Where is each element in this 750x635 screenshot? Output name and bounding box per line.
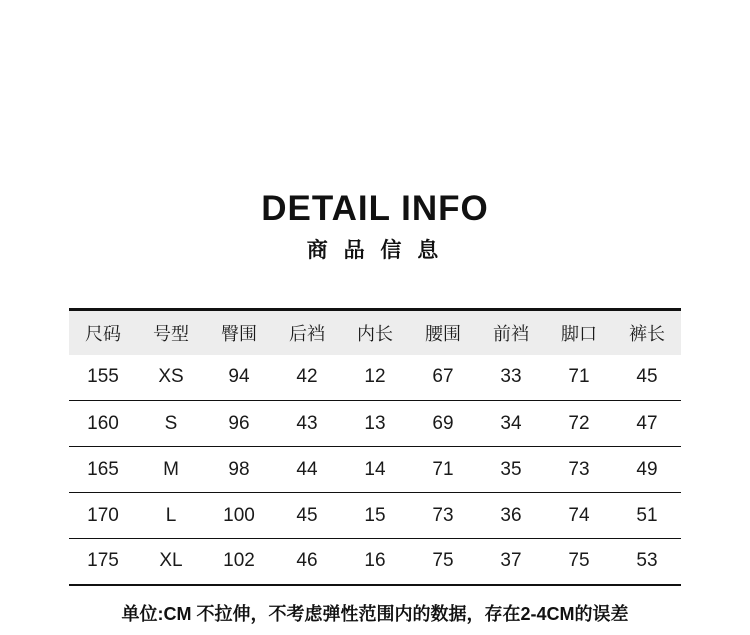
table-header-cell: 脚口 [561, 323, 597, 344]
table-cell: 160 [87, 412, 119, 434]
table-cell: 43 [296, 412, 318, 434]
table-cell: 42 [296, 366, 318, 388]
table-cell: 71 [568, 366, 590, 388]
table-row [69, 355, 681, 401]
table-header-cell: 裤长 [629, 323, 665, 344]
table-row [69, 447, 681, 493]
size-chart-table [69, 308, 681, 586]
table-cell: 155 [87, 366, 119, 388]
page-subtitle: 商 品 信 息 [306, 239, 444, 262]
table-header-cell: 臀围 [221, 323, 257, 344]
table-cell: 35 [500, 458, 522, 480]
table-cell: 72 [568, 412, 590, 434]
page-title: DETAIL INFO [261, 189, 489, 228]
table-cell: 175 [87, 550, 119, 572]
table-cell: 74 [568, 504, 590, 526]
table-cell: 170 [87, 504, 119, 526]
table-header-cell: 前裆 [493, 323, 529, 344]
table-header-cell: 内长 [357, 323, 393, 344]
table-cell: S [164, 412, 178, 434]
table-cell: 102 [223, 550, 255, 572]
table-cell: 49 [636, 458, 658, 480]
table-row [69, 539, 681, 585]
table-header-cell: 后裆 [289, 323, 325, 344]
table-cell: 45 [636, 366, 658, 388]
table-cell: 73 [432, 504, 454, 526]
table-cell: 100 [223, 504, 255, 526]
table-cell: 12 [364, 366, 386, 388]
section-header [0, 0, 750, 263]
table-header-cell: 号型 [153, 323, 189, 344]
table-cell: 96 [228, 412, 250, 434]
table-cell: 69 [432, 412, 454, 434]
table-header-cell: 尺码 [85, 323, 121, 344]
table-cell: 47 [636, 412, 658, 434]
table-cell: 44 [296, 458, 318, 480]
table-cell: 98 [228, 458, 250, 480]
table-cell: 45 [296, 504, 318, 526]
table-cell: 73 [568, 458, 590, 480]
size-chart-table-body [69, 355, 681, 585]
table-cell: 165 [87, 458, 119, 480]
table-cell: 53 [636, 550, 658, 572]
table-cell: M [163, 458, 179, 480]
size-chart-table-head [69, 310, 681, 355]
table-cell: XS [158, 366, 184, 388]
table-cell: 33 [500, 366, 522, 388]
table-header-row [69, 310, 681, 355]
table-cell: L [165, 504, 177, 526]
table-cell: 71 [432, 458, 454, 480]
table-header-cell: 腰围 [425, 323, 461, 344]
table-row [69, 401, 681, 447]
table-cell: 37 [500, 550, 522, 572]
table-cell: 13 [364, 412, 386, 434]
table-cell: 14 [364, 458, 386, 480]
measurement-disclaimer: 单位:CM 不拉伸，不考虑弹性范围内的数据，存在2-4CM的误差 [121, 603, 629, 624]
table-cell: 75 [432, 550, 454, 572]
table-row [69, 493, 681, 539]
table-cell: 34 [500, 412, 522, 434]
table-cell: 15 [364, 504, 386, 526]
table-cell: 46 [296, 550, 318, 572]
table-cell: XL [159, 550, 183, 572]
table-cell: 16 [364, 550, 386, 572]
table-cell: 75 [568, 550, 590, 572]
table-cell: 67 [432, 366, 454, 388]
table-cell: 51 [636, 504, 658, 526]
table-cell: 94 [228, 366, 250, 388]
table-cell: 36 [500, 504, 522, 526]
